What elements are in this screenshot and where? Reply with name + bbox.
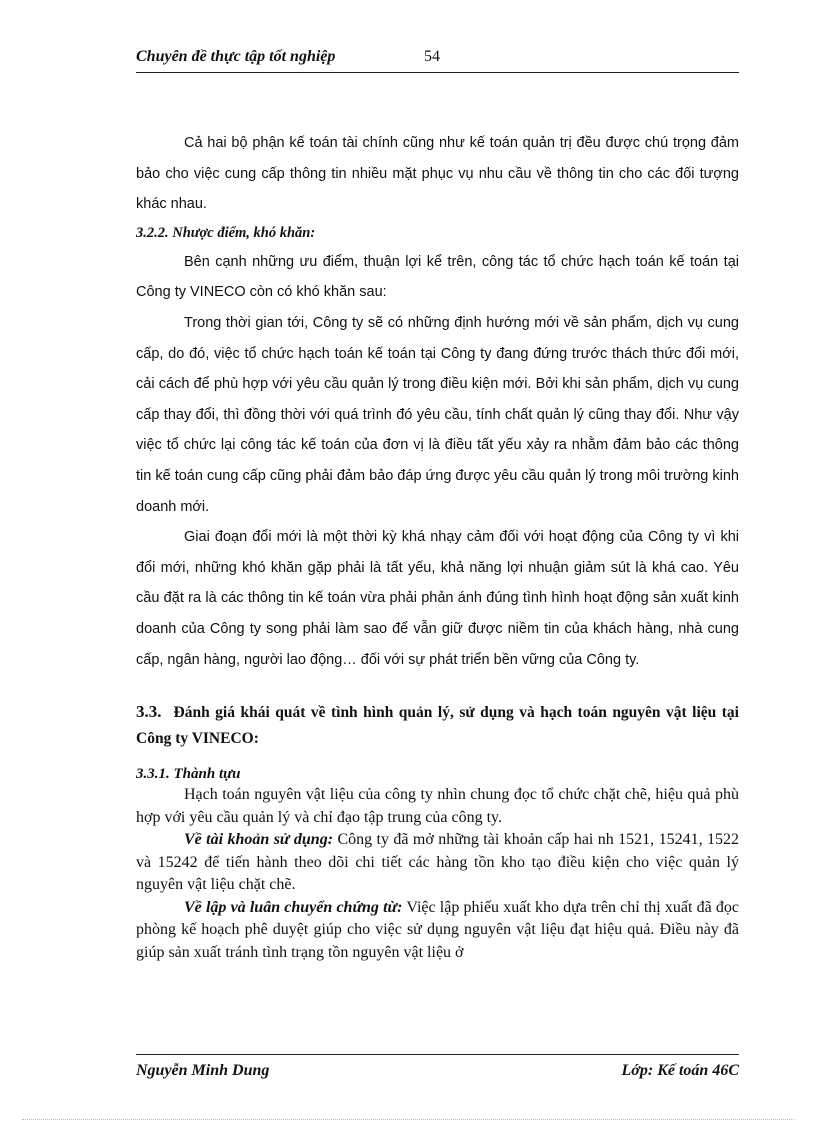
footer-author: Nguyễn Minh Dung — [136, 1062, 270, 1079]
paragraph: Bên cạnh những ưu điểm, thuận lợi kể trên, công tác tổ chức hạch toán kế toán tại Công ty VINECO còn có khó khăn sau: — [136, 253, 739, 301]
paragraph: Trong thời gian tới, Công ty sẽ có những định hướng mới về sản phẩm, dịch vụ cung cấp, do đó, việc tổ chức hạch toán kế toán tại Công ty đang đứng trước thách thức đổi mới, cải cách để phù hợp với yêu cầu quản lý trong điều kiện mới. Bởi khi sản phẩm, dịch vụ cung cấp thay đổi, thì đồng thời với quá trình đó yêu cầu, tính chất quản lý cũng thay đổi. Như vậy việc tổ chức lại công tác kế toán của đơn vị là điều tất yếu xảy ra nhằm đảm bảo các thông tin kế toán cung cấp cũng phải đảm bảo đáp ứng được yêu cầu quản lý trong môi trường kinh doanh mới. — [136, 314, 739, 515]
page-header — [136, 48, 739, 73]
paragraph-lead: Về tài khoản sử dụng: — [184, 831, 334, 849]
paragraph-text: Công ty đã mở những tài khoản cấp hai nh 1521, 15241, 1522 và 15242 để tiến hành theo dõi chi tiết các hàng tồn kho tạo điều kiện cho việc quản lý nguyên vật liệu chặt chẽ. — [136, 831, 740, 894]
paragraph — [136, 829, 739, 897]
sub-heading-3-3-1: 3.3.1. Thành tựu — [136, 766, 241, 783]
section-heading-3-2-2: 3.2.2. Nhược điểm, khó khăn: — [136, 224, 316, 241]
page-edge-divider — [22, 1119, 794, 1120]
page-body — [136, 128, 739, 964]
header-title: Chuyên đề thực tập tốt nghiệp — [136, 48, 336, 65]
paragraph-lead: Về lập và luân chuyển chứng từ: — [184, 898, 403, 916]
page-footer — [136, 1054, 739, 1083]
page-number: 54 — [424, 48, 440, 65]
paragraph: Cả hai bộ phận kế toán tài chính cũng như kế toán quản trị đều được chú trọng đảm bảo cho việc cung cấp thông tin nhiều mặt phục vụ nhu cầu về thông tin cho các đối tượng khác nhau. — [136, 135, 739, 213]
section-number: 3.3. — [136, 702, 162, 722]
paragraph: Giai đoạn đổi mới là một thời kỳ khá nhạy cảm đối với hoạt động của Công ty vì khi đổi mới, những khó khăn gặp phải là tất yếu, khả năng lợi nhuận giảm sút là khá cao. Yêu cầu đặt ra là các thông tin kế toán vừa phải phản ánh đúng tình hình hoạt động sản xuất kinh doanh của Công ty song phải làm sao để vẫn giữ được niềm tin của khách hàng, nhà cung cấp, ngân hàng, người lao động… đối với sự phát triển bền vững của Công ty. — [136, 529, 739, 668]
paragraph — [136, 897, 739, 965]
section-heading-text: Đánh giá khái quát về tình hình quản lý, sử dụng và hạch toán nguyên vật liệu tại Công ty VINECO: — [136, 704, 739, 748]
section-heading-3-3 — [136, 699, 739, 752]
paragraph-text: Việc lập phiếu xuất kho dựa trên chỉ thị xuất đã đọc phòng kế hoạch phê duyệt giúp cho việc sử dụng nguyên vật liệu đạt hiệu quả. Điều này đã giúp sản xuất tránh tình trạng tồn nguyên vật liệu ở — [136, 898, 740, 961]
footer-class: Lớp: Kế toán 46C — [621, 1062, 739, 1079]
paragraph: Hạch toán nguyên vật liệu của công ty nhìn chung đọc tổ chức chặt chẽ, hiệu quả phù hợp với yêu cầu quản lý và chỉ đạo tập trung của công ty. — [136, 786, 739, 826]
